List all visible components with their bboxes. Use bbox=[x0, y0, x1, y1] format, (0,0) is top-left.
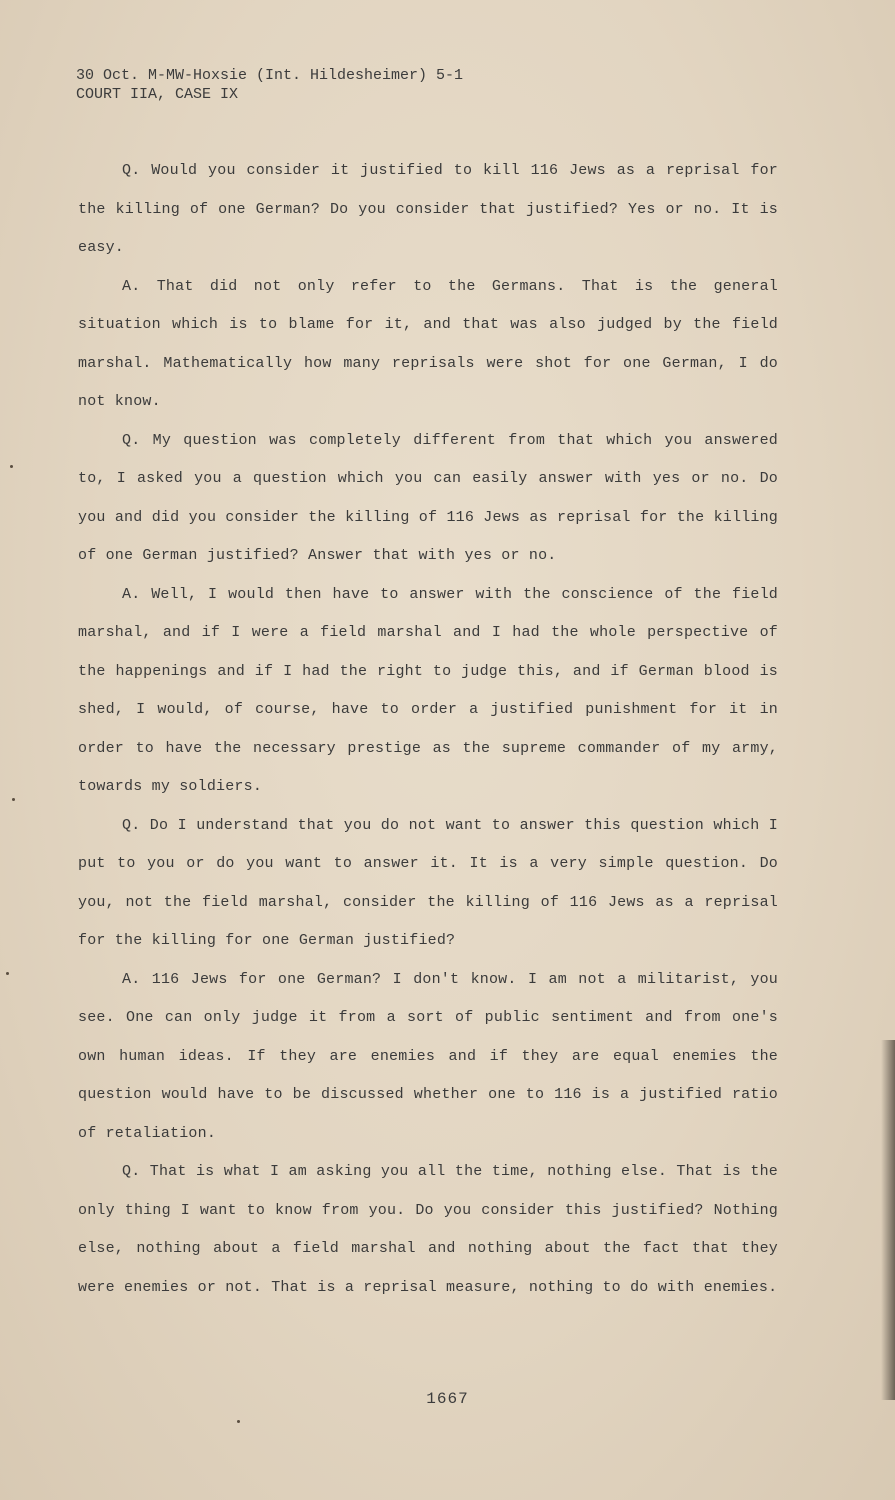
transcript-paragraph-3: Q. My question was completely different from that which you answered to, I asked you a question which you can easily answer with yes or no. Do you and did you consider the killing of 116 Jews as reprisal for the killing of one German justified? Answer that with yes or no. bbox=[78, 431, 778, 564]
transcript-paragraph-2: A. That did not only refer to the Germans. That is the general situation which is to blame for it, and that was also judged by the field marshal. Mathematically how many reprisals were shot for one German, I do not know. bbox=[78, 277, 778, 410]
transcript-paragraph-4: A. Well, I would then have to answer with the conscience of the field marshal, and if I were a field marshal and I had the whole perspective of the happenings and if I had the right to judge this, and if German blood is shed, I would, of course, have to order a justified punishment for it in order to have the necessary prestige as the supreme commander of my army, towards my soldiers. bbox=[78, 585, 778, 795]
document-header bbox=[76, 66, 463, 104]
paper-speck bbox=[10, 465, 13, 468]
header-line-1: 30 Oct. M-MW-Hoxsie (Int. Hildesheimer) 5-1 bbox=[76, 67, 464, 84]
transcript-paragraph-1: Q. Would you consider it justified to kill 116 Jews as a reprisal for the killing of one German? Do you consider that justified? Yes or no. It is easy. bbox=[78, 162, 778, 256]
transcript-paragraph-6: A. 116 Jews for one German? I don't know. I am not a militarist, you see. One can only judge it from a sort of public sentiment and from one's own human ideas. If they are enemies and if they are equal enemies the question would have to be discussed whether one to 116 is a justified ratio of retaliation. bbox=[78, 970, 778, 1142]
transcript-paragraph-7: Q. That is what I am asking you all the time, nothing else. That is the only thing I want to know from you. Do you consider this justified? Nothing else, nothing about a field marshal and nothing about the fact that they were enemies or not. That is a reprisal measure, nothing to do with enemies. bbox=[78, 1163, 778, 1296]
transcript-paragraph-5: Q. Do I understand that you do not want to answer this question which I put to you or do you want to answer it. It is a very simple question. Do you, not the field marshal, consider the killing of 116 Jews as a reprisal for the killing for one German justified? bbox=[78, 816, 778, 949]
transcript-body bbox=[78, 152, 778, 1307]
page-number: 1667 bbox=[426, 1390, 469, 1408]
paper-speck bbox=[12, 798, 15, 801]
page-edge-shadow bbox=[881, 1040, 895, 1400]
header-line-2: COURT IIA, CASE IX bbox=[76, 86, 239, 103]
paper-speck bbox=[237, 1420, 240, 1423]
paper-speck bbox=[6, 972, 9, 975]
